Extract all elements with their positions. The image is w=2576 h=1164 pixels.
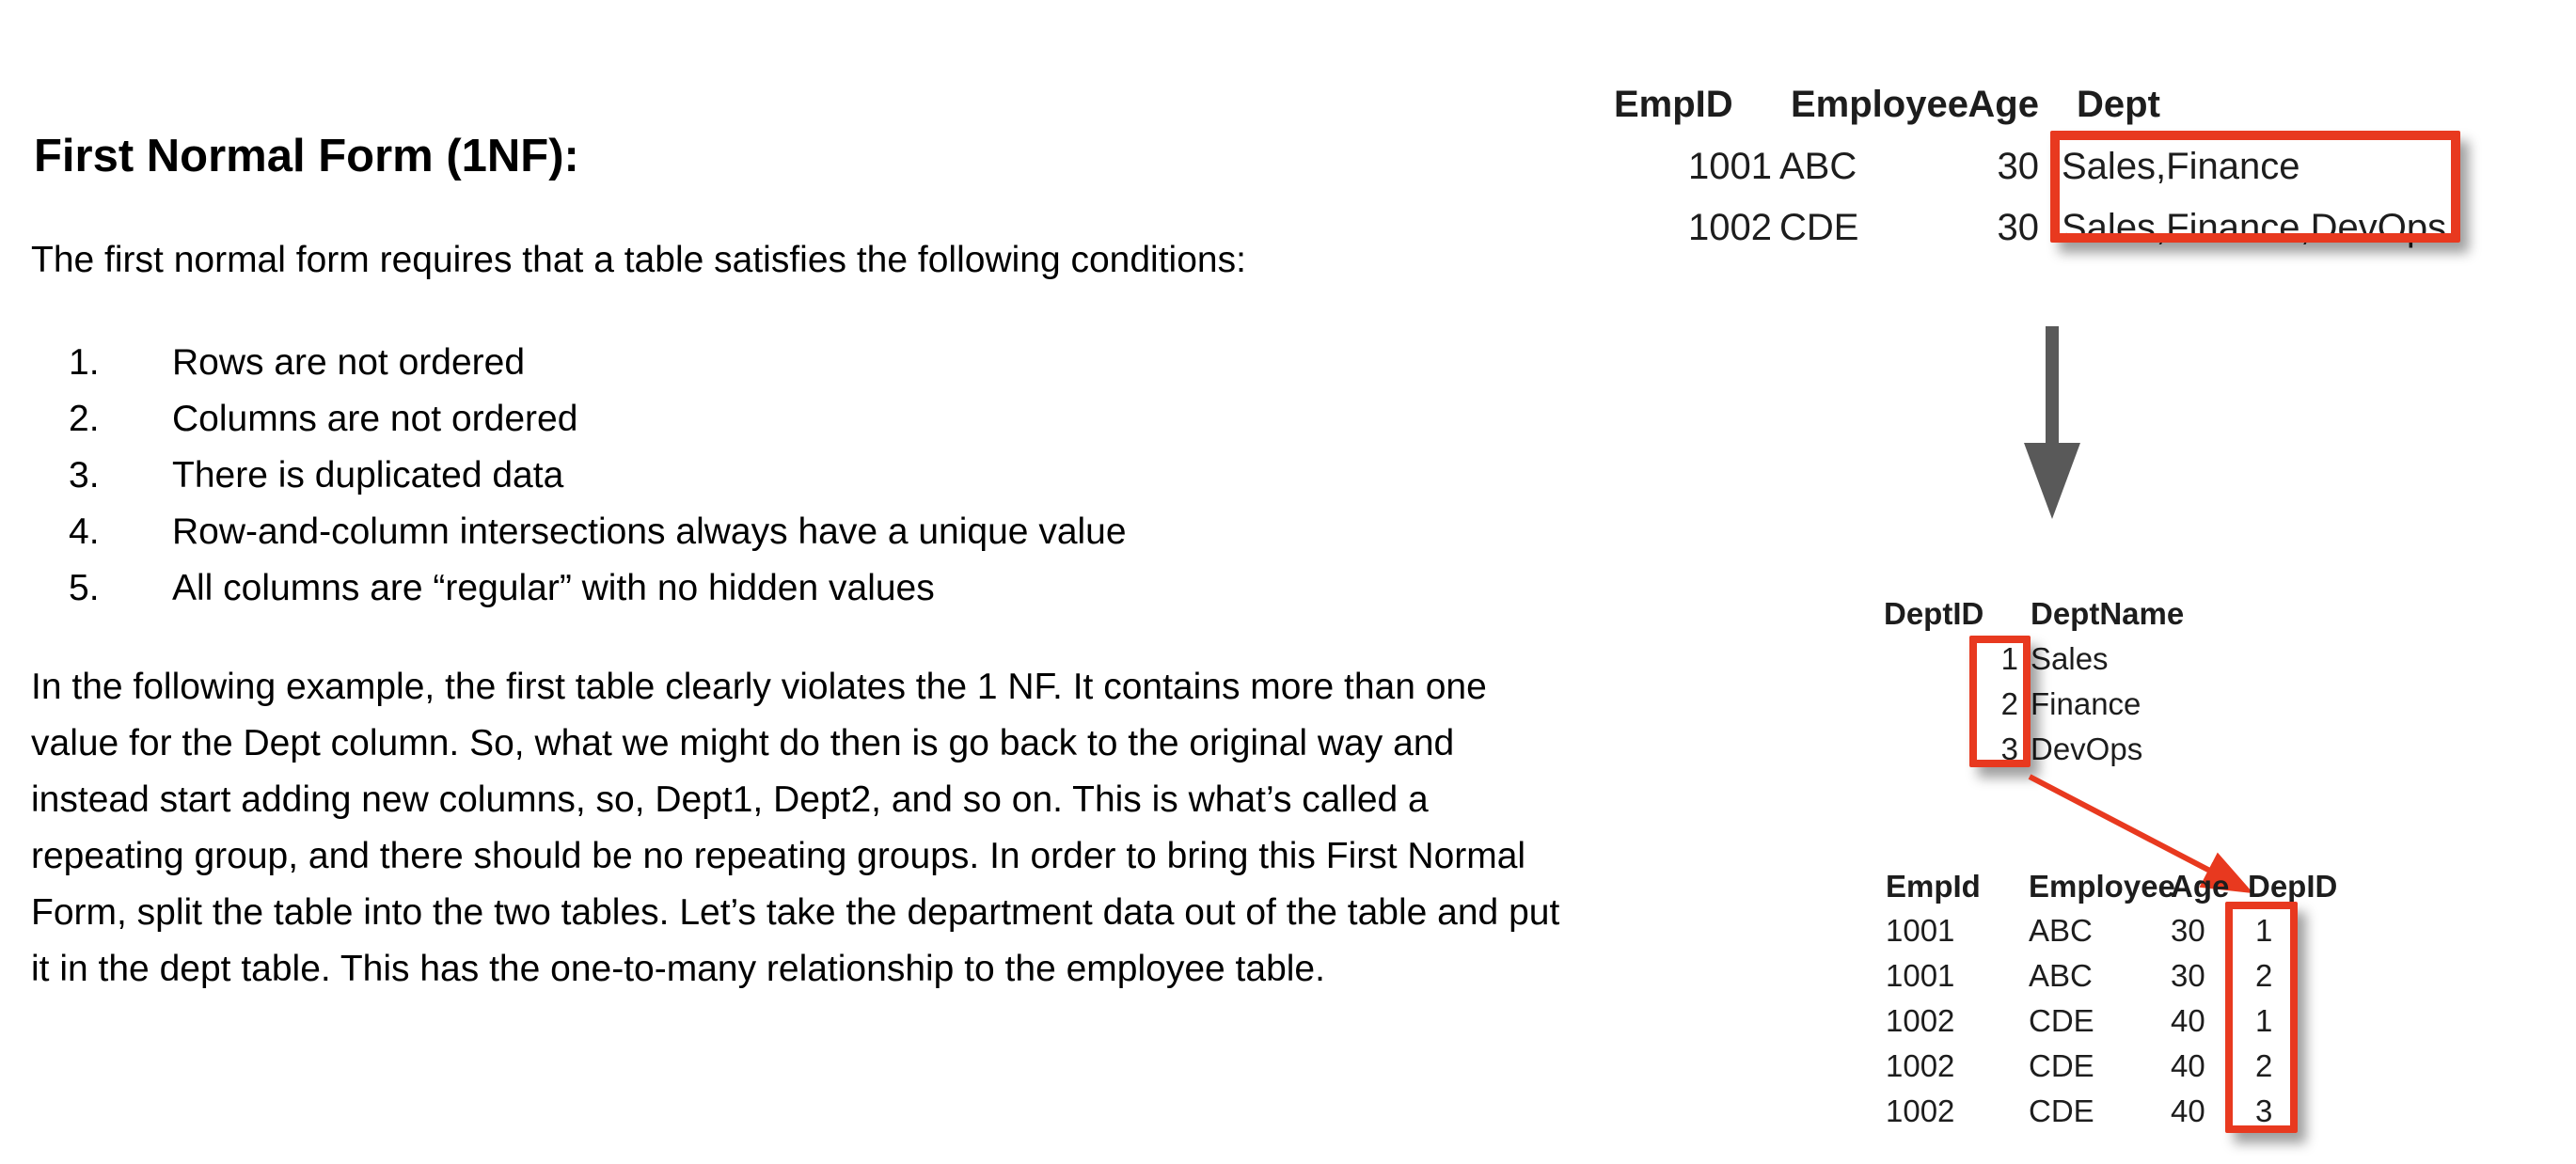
- cell-depid: 2: [2255, 958, 2273, 993]
- paragraph-line: In the following example, the first table clearly violates the 1 NF. It contains more than one: [31, 667, 1487, 707]
- cell-dept: Sales,Finance: [2062, 146, 2300, 187]
- list-item-number: 3.: [69, 455, 100, 495]
- cell-dept: Sales,Finance,DevOps: [2062, 207, 2447, 248]
- list-item-text: Row-and-column intersections always have a unique value: [172, 511, 1127, 552]
- list-item-text: There is duplicated data: [172, 455, 564, 495]
- column-header-empid: EmpId: [1886, 869, 1981, 904]
- list-item-number: 2.: [69, 399, 100, 439]
- list-item-number: 1.: [69, 342, 100, 383]
- paragraph-line: Form, split the table into the two tables. Let’s take the department data out of the table and put: [31, 892, 1560, 933]
- paragraph-line: value for the Dept column. So, what we might do then is go back to the original way and: [31, 723, 1455, 763]
- cell-empid: 1001: [1688, 146, 1772, 187]
- cell-deptname: DevOps: [2031, 731, 2143, 766]
- cell-age: 40: [2171, 1093, 2205, 1128]
- cell-empid: 1002: [1886, 1093, 1955, 1128]
- list-item: [69, 504, 1127, 560]
- cell-deptid: 3: [2000, 731, 2018, 766]
- list-item: [69, 560, 1127, 617]
- cell-employee: ABC: [2029, 958, 2093, 993]
- cell-empid: 1002: [1886, 1048, 1955, 1083]
- list-item-number: 4.: [69, 511, 100, 552]
- intro-text: The first normal form requires that a table satisfies the following conditions:: [31, 240, 1246, 280]
- cell-deptid: 1: [2000, 641, 2018, 676]
- column-header-deptid: DeptID: [1884, 596, 1984, 631]
- cell-age: 30: [1997, 207, 2039, 248]
- column-header-deptname: DeptName: [2031, 596, 2185, 631]
- cell-employee: CDE: [1779, 207, 1859, 248]
- cell-employee: CDE: [2029, 1048, 2094, 1083]
- column-header-age: Age: [1968, 84, 2039, 125]
- body-paragraph: [31, 659, 1559, 998]
- page-title: First Normal Form (1NF):: [34, 131, 579, 181]
- cell-deptname: Finance: [2031, 686, 2141, 721]
- cell-age: 30: [2171, 913, 2205, 948]
- cell-empid: 1002: [1886, 1003, 1955, 1038]
- list-item-number: 5.: [69, 568, 100, 608]
- cell-empid: 1002: [1688, 207, 1772, 248]
- column-header-employee: Employee: [1791, 84, 1968, 125]
- paragraph-line: repeating group, and there should be no repeating groups. In order to bring this First Normal: [31, 836, 1526, 876]
- column-header-depid: DepID: [2248, 869, 2338, 904]
- cell-deptname: Sales: [2031, 641, 2109, 676]
- column-header-age: Age: [2171, 869, 2230, 904]
- list-item: [69, 448, 1127, 504]
- paragraph-line: instead start adding new columns, so, Dept1, Dept2, and so on. This is what’s called a: [31, 779, 1429, 820]
- cell-employee: CDE: [2029, 1003, 2094, 1038]
- cell-age: 40: [2171, 1048, 2205, 1083]
- list-item: [69, 335, 1127, 391]
- down-arrow-shaft: [2046, 326, 2059, 447]
- list-item-text: Rows are not ordered: [172, 342, 526, 383]
- cell-deptid: 2: [2000, 686, 2018, 721]
- cell-employee: CDE: [2029, 1093, 2094, 1128]
- cell-depid: 1: [2255, 913, 2273, 948]
- cell-age: 40: [2171, 1003, 2205, 1038]
- employee-dept-table: [1886, 865, 2359, 1134]
- conditions-list: [69, 335, 1127, 617]
- column-header-employee: Employee: [2029, 869, 2175, 904]
- list-item: [69, 391, 1127, 448]
- column-header-dept: Dept: [2077, 84, 2160, 125]
- list-item-text: Columns are not ordered: [172, 399, 578, 439]
- unnormalized-table: [1614, 73, 2473, 259]
- cell-empid: 1001: [1886, 958, 1955, 993]
- cell-empid: 1001: [1886, 913, 1955, 948]
- cell-depid: 3: [2255, 1093, 2273, 1128]
- list-item-text: All columns are “regular” with no hidden values: [172, 568, 935, 608]
- cell-age: 30: [2171, 958, 2205, 993]
- cell-depid: 2: [2255, 1048, 2273, 1083]
- column-header-empid: EmpID: [1614, 84, 1733, 125]
- cell-age: 30: [1997, 146, 2039, 187]
- cell-depid: 1: [2255, 1003, 2273, 1038]
- down-arrow-head: [2024, 443, 2080, 519]
- cell-employee: ABC: [1779, 146, 1857, 187]
- cell-employee: ABC: [2029, 913, 2093, 948]
- paragraph-line: it in the dept table. This has the one-to-many relationship to the employee table.: [31, 949, 1325, 989]
